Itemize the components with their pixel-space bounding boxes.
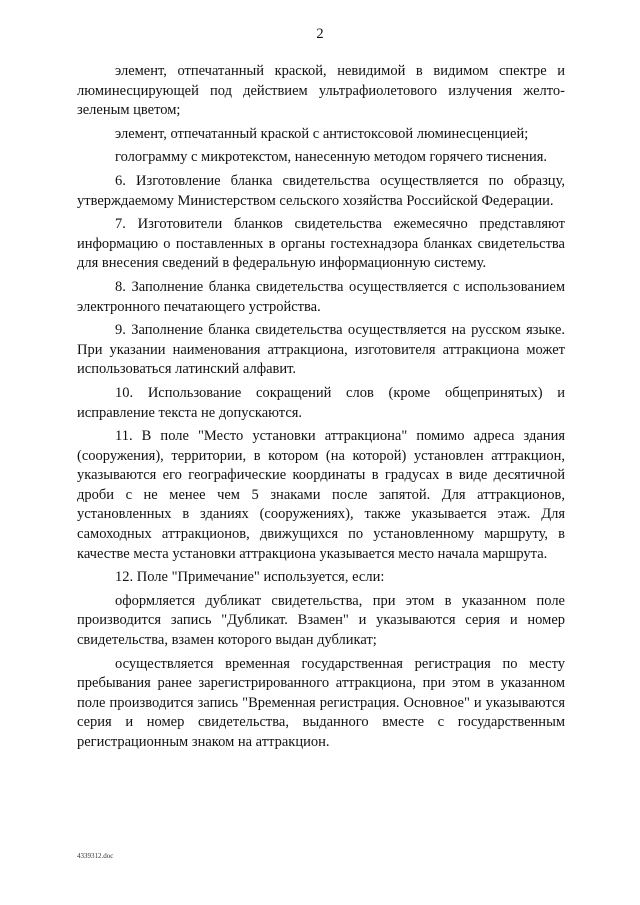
footer-filename: 4339312.doc xyxy=(77,852,114,860)
paragraph-uv-element: элемент, отпечатанный краской, невидимой в видимом спектре и люминесцирующей под действием ультрафиолетового излучения желто-зеленым цветом; xyxy=(77,63,565,119)
paragraph-item-9: 9. Заполнение бланка свидетельства осуществляется на русском языке. При указании наименования аттракциона, изготовителя аттракциона может использоваться латинский алфавит. xyxy=(77,322,565,378)
paragraph-item-8: 8. Заполнение бланка свидетельства осуществляется с использованием электронного печатающего устройства. xyxy=(77,278,565,315)
page-number: 2 xyxy=(316,26,324,42)
paragraph-item-6: 6. Изготовление бланка свидетельства осуществляется по образцу, утверждаемому Министерством сельского хозяйства Российской Федерации. xyxy=(77,172,565,209)
paragraph-antistokes-element: элемент, отпечатанный краской с антистоксовой люминесценцией; xyxy=(115,125,529,142)
document-body xyxy=(77,62,565,757)
paragraph-temporary-registration-note: осуществляется временная государственная регистрация по месту пребывания ранее зарегистрированного аттракциона, при этом в указанном поле производится запись "Временная регистрация. Основное" и указываются серия и номер свидетельства, выданного вместе с государственным регистрационным знаком на аттракцион. xyxy=(77,655,565,750)
paragraph-duplicate-note: оформляется дубликат свидетельства, при этом в указанном поле производится запись "Дубликат. Взамен" и указываются серия и номер свидетельства, взамен которого выдан дубликат; xyxy=(77,592,565,649)
paragraph-item-12: 12. Поле "Примечание" используется, если: xyxy=(115,569,385,586)
paragraph-hologram: голограмму с микротекстом, нанесенную методом горячего тиснения. xyxy=(115,149,548,166)
paragraph-item-11: 11. В поле "Место установки аттракциона" помимо адреса здания (сооружения), территории, в котором (на которой) установлен аттракцион, указываются его географические координаты в градусах в виде десятичной дроби с не менее чем 5 знаками после запятой. Для аттракционов, установленных в зданиях (сооружениях), также указывается этаж. Для самоходных аттракционов, движущихся по установленному маршруту, в качестве места установки аттракциона указывается место начала маршрута. xyxy=(77,428,565,562)
paragraph-item-10: 10. Использование сокращений слов (кроме общепринятых) и исправление текста не допускаются. xyxy=(77,384,565,421)
paragraph-item-7: 7. Изготовители бланков свидетельства ежемесячно представляют информацию о поставленных в органы гостехнадзора бланках свидетельства для внесения сведений в федеральную информационную систему. xyxy=(77,216,565,272)
